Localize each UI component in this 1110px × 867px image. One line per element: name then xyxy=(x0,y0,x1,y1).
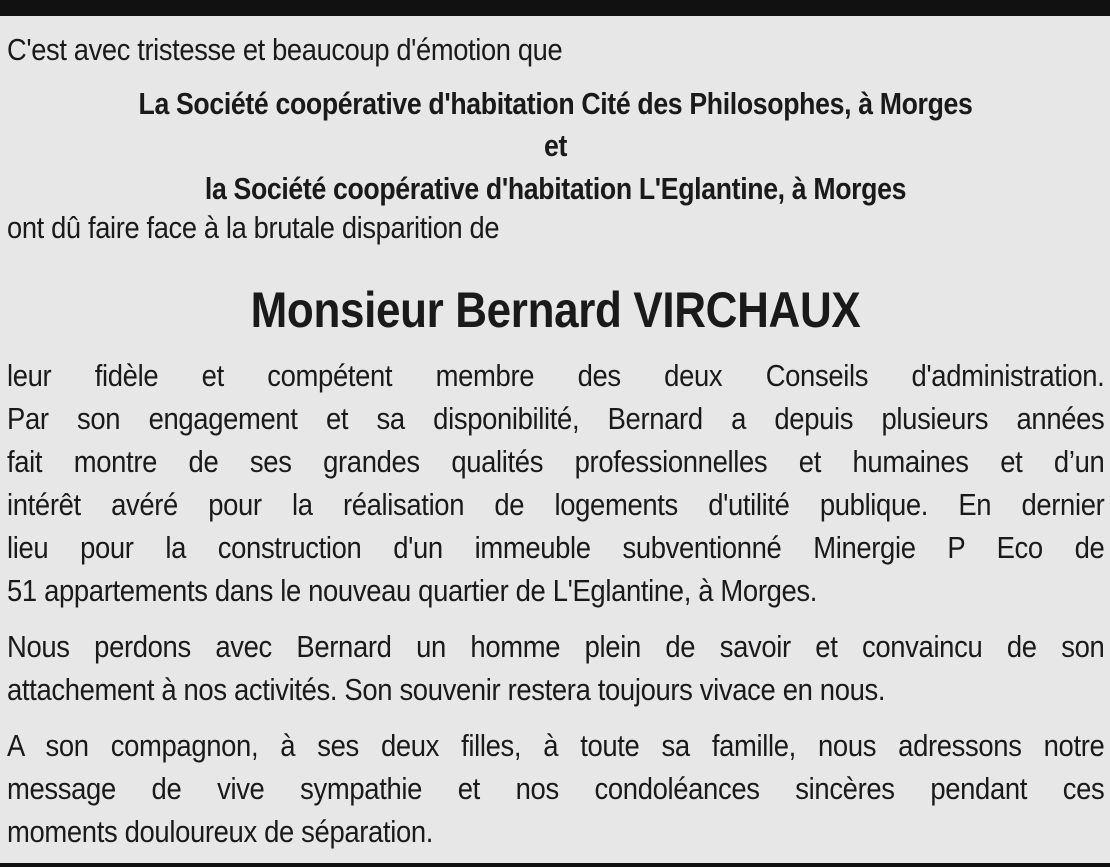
paragraph-line: A son compagnon, à ses deux filles, à toute sa famille, nous adressons notre xyxy=(7,728,1105,763)
paragraph-line: leur fidèle et compétent membre des deux Conseils d'administration. xyxy=(7,358,1105,393)
conjunction-text: et xyxy=(543,128,568,163)
paragraph-line: Nous perdons avec Bernard un homme plein de savoir et convaincu de son xyxy=(7,629,1105,664)
paragraph-line: message de vive sympathie et nos condoléances sincères pendant ces xyxy=(7,771,1105,806)
condolence-paragraph xyxy=(7,724,1104,853)
tribute-paragraph-1 xyxy=(7,354,1104,612)
organization-1: La Société coopérative d'habitation Cité des Philosophes, à Morges xyxy=(138,86,973,121)
organization-2: la Société coopérative d'habitation L'Eglantine, à Morges xyxy=(204,171,907,206)
paragraph-line: Par son engagement et sa disponibilité, Bernard a depuis plusieurs années xyxy=(7,401,1105,436)
paragraph-line: moments douloureux de séparation. xyxy=(7,814,434,849)
paragraph-line: lieu pour la construction d'un immeuble subventionné Minergie P Eco de xyxy=(7,530,1105,565)
paragraph-line: 51 appartements dans le nouveau quartier de L'Eglantine, à Morges. xyxy=(7,573,818,608)
paragraph-line: intérêt avéré pour la réalisation de logements d'utilité publique. En dernier xyxy=(7,487,1105,522)
paragraph-line: attachement à nos activités. Son souvenir restera toujours vivace en nous. xyxy=(7,672,886,707)
intro-text: C'est avec tristesse et beaucoup d'émotion que xyxy=(7,32,563,67)
transition-text: ont dû faire face à la brutale disparition de xyxy=(7,210,500,245)
deceased-name: Monsieur Bernard VIRCHAUX xyxy=(250,282,861,338)
paragraph-line: fait montre de ses grandes qualités professionnelles et humaines et d’un xyxy=(7,444,1105,479)
tribute-paragraph-2 xyxy=(7,625,1104,711)
